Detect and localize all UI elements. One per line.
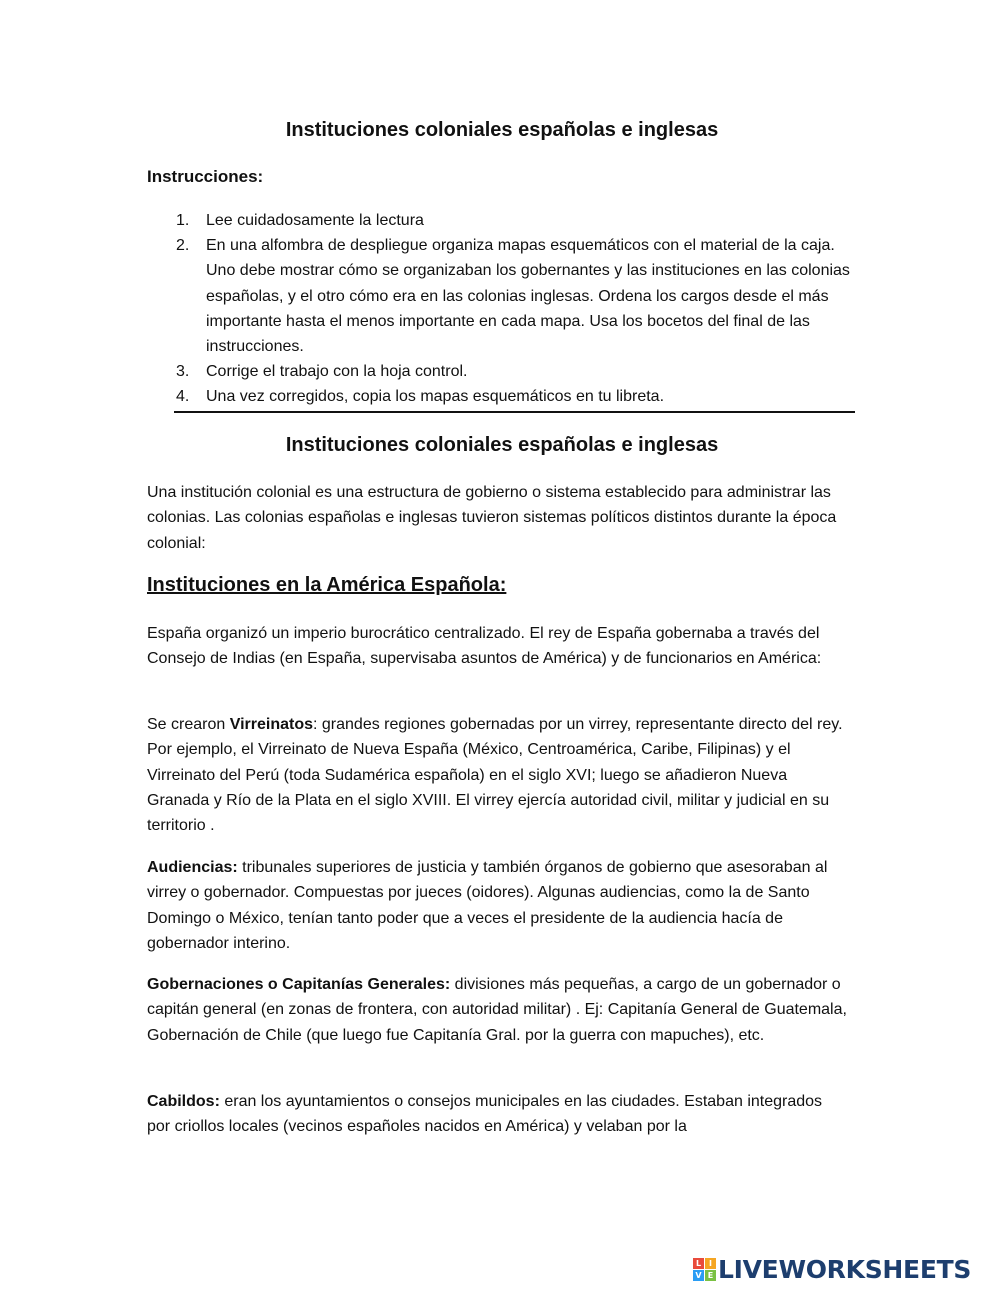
list-item: 1. Lee cuidadosamente la lectura bbox=[176, 212, 424, 229]
virreinatos-paragraph: Se crearon Virreinatos: grandes regiones gobernadas por un virrey, representante directo del rey. Por ejemplo, el Virreinato de Nueva España (México, Centroamérica, Caribe, Filipinas) y el Virreinato del Perú (toda Sudamérica española) en el siglo XVI; luego se añadieron Nueva Granada y Río de la Plata en el siglo XVIII. El virrey ejercía autoridad civil, militar y judicial en su territorio . bbox=[147, 716, 843, 835]
list-item: 3. Corrige el trabajo con la hoja control. bbox=[176, 363, 468, 381]
intro-paragraph: Una institución colonial es una estructura de gobierno o sistema establecido para administrar las colonias. Las colonias españolas e inglesas tuvieron sistemas políticos distintos durante la época colonial: bbox=[147, 484, 837, 552]
virreinatos-term: Virreinatos bbox=[229, 716, 314, 733]
page-title: Instituciones coloniales españolas e inglesas bbox=[285, 119, 719, 141]
cabildos-paragraph: Cabildos: eran los ayuntamientos o consejos municipales en las ciudades. Estaban integrados por criollos locales (vecinos españoles nacidos en América) y velaban por la bbox=[147, 1093, 823, 1136]
audiencias-term: Audiencias: bbox=[147, 859, 238, 876]
gobernaciones-paragraph: Gobernaciones o Capitanías Generales: divisiones más pequeñas, a cargo de un gobernador o capitán general (en zonas de frontera, con autoridad militar) . Ej: Capitanía General de Guatemala, Gobernación de Chile (que luego fue Capitanía Gral. por la guerra con mapuches), etc. bbox=[147, 976, 847, 1044]
audiencias-paragraph: Audiencias: tribunales superiores de justicia y también órganos de gobierno que asesoraban al virrey o gobernador. Compuestas por jueces (oidores). Algunas audiencias, como la de Santo Domingo o México, tenían tanto poder que a veces el presidente de la audiencia hacía de gobernador interino. bbox=[147, 859, 828, 952]
reading-title: Instituciones coloniales españolas e inglesas bbox=[285, 434, 719, 456]
liveworksheets-logo[interactable] bbox=[693, 1254, 971, 1284]
list-item: 2. En una alfombra de despliegue organiza mapas esquemáticos con el material de la caja. Uno debe mostrar cómo se organizaban los gobernantes y las instituciones en las colonias españolas, y el otro cómo era en las colonias inglesas. Ordena los cargos desde el más importante hasta el menos importante en cada mapa. Usa los bocetos del final de las instrucciones. bbox=[176, 237, 850, 356]
list-item: 4. Una vez corregidos, copia los mapas esquemáticos en tu libreta. bbox=[176, 388, 665, 406]
espana-paragraph: España organizó un imperio burocrático centralizado. El rey de España gobernaba a través del Consejo de Indias (en España, supervisaba asuntos de América) y de funcionarios en América: bbox=[147, 625, 822, 668]
section-divider bbox=[174, 411, 855, 413]
liveworksheets-mark-icon: L I V E bbox=[693, 1258, 716, 1281]
cabildos-term: Cabildos: bbox=[147, 1093, 220, 1110]
instructions-list bbox=[147, 208, 857, 410]
instructions-label: Instrucciones: bbox=[147, 167, 264, 186]
gobernaciones-term: Gobernaciones o Capitanías Generales: bbox=[147, 976, 451, 993]
logo-text: LIVEWORKSHEETS bbox=[718, 1254, 972, 1284]
section-heading: Instituciones en la América Española: bbox=[147, 574, 507, 596]
